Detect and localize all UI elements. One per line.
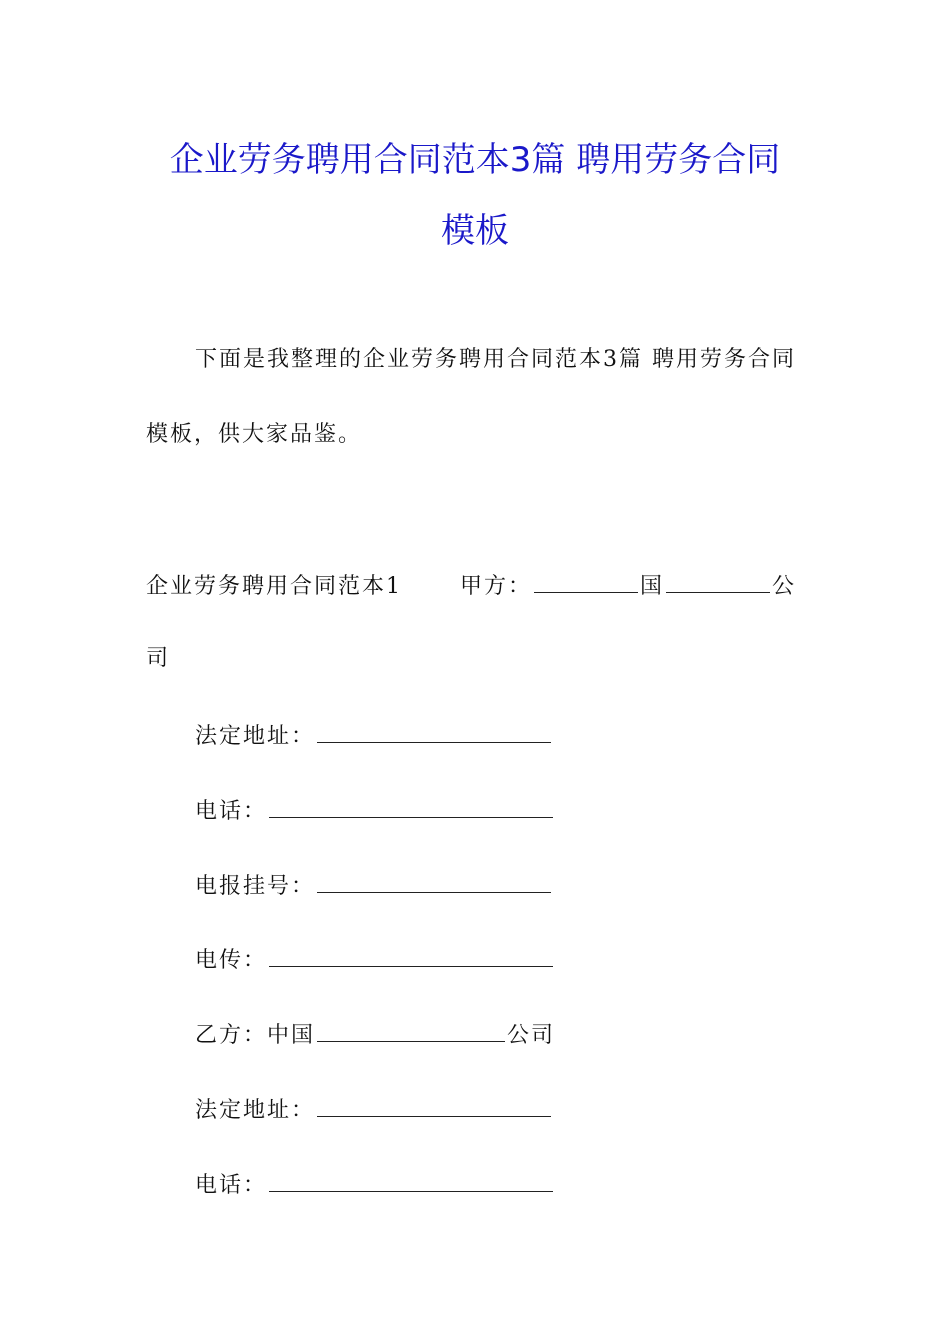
field-label: 法定地址： — [195, 1098, 316, 1123]
document-title-line-2: 模板 — [441, 211, 509, 251]
party-a-telex-row — [195, 946, 555, 972]
field-blank — [317, 1096, 551, 1117]
party-a-country-blank — [534, 572, 638, 593]
field-blank — [269, 797, 553, 818]
party-b-company-suffix: 公司 — [507, 1023, 556, 1048]
field-label: 电话： — [195, 1173, 268, 1198]
party-b-address-row — [195, 1096, 553, 1122]
contract-heading: 企业劳务聘用合同范本1 — [146, 574, 402, 599]
party-a-telegraph-row — [195, 872, 553, 898]
party-a-phone-row — [195, 797, 555, 823]
contract-heading-line — [146, 572, 796, 598]
field-blank — [317, 872, 551, 893]
field-label: 电报挂号： — [195, 874, 316, 899]
party-a-country-suffix: 国 — [640, 574, 665, 599]
party-b-row — [195, 1021, 555, 1047]
field-label: 法定地址： — [195, 724, 316, 749]
field-blank — [269, 946, 553, 967]
field-label: 电话： — [195, 799, 268, 824]
field-blank — [269, 1171, 553, 1192]
party-b-label: 乙方：中国 — [195, 1023, 316, 1048]
intro-line-2: 模板，供大家品鉴。 — [146, 422, 363, 447]
field-blank — [317, 722, 551, 743]
party-a-company-blank — [666, 572, 770, 593]
party-b-company-blank — [317, 1021, 505, 1042]
party-a-company-suffix: 公 — [772, 574, 797, 599]
party-a-address-row — [195, 722, 553, 748]
party-a-label: 甲方： — [460, 574, 533, 599]
document-title-line-1: 企业劳务聘用合同范本3篇 聘用劳务合同 — [169, 140, 781, 180]
party-b-phone-row — [195, 1171, 555, 1197]
party-a-company-suffix-wrap: 司 — [146, 646, 171, 671]
field-label: 电传： — [195, 948, 268, 973]
intro-line-1: 下面是我整理的企业劳务聘用合同范本3篇 聘用劳务合同 — [195, 347, 796, 372]
